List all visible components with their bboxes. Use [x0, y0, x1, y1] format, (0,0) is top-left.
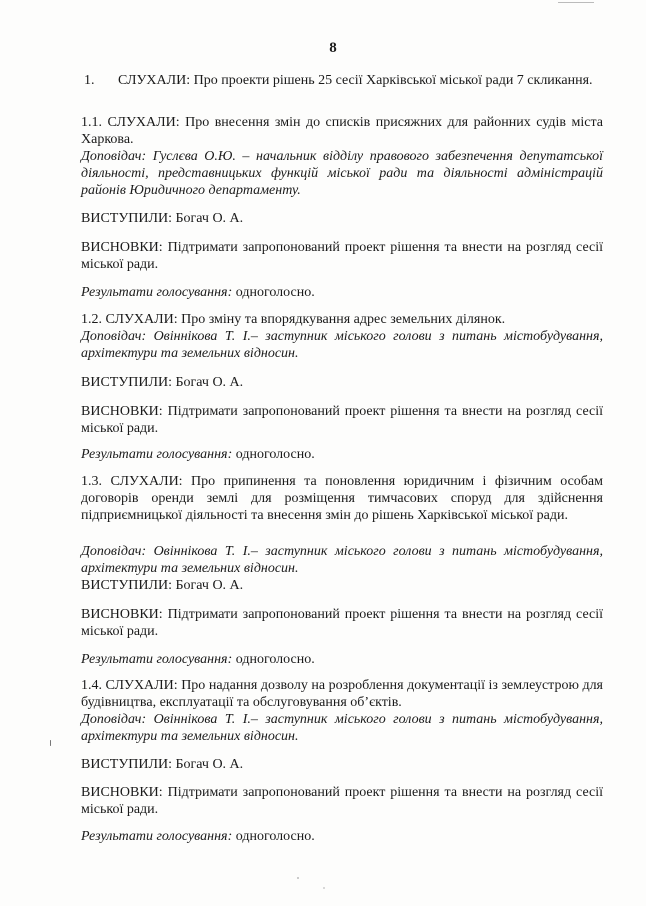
section-1-1-speaker — [81, 148, 603, 199]
scan-speck — [50, 740, 51, 746]
vote-label: Результати голосування: — [81, 447, 233, 462]
section-1-1-vote — [81, 284, 603, 301]
speaker-text: Овіннікова Т. І.– заступник міського голови з питань містобудування, архітектури та земельних відносин. — [81, 544, 603, 576]
section-1-3-heard: 1.3. СЛУХАЛИ: Про припинення та поновлення юридичним і фізичним особам договорів оренди землі для розміщення тимчасових споруд для здійснення підприємницької діяльності та внесення змін до рішень Харківської міської ради. — [81, 474, 603, 523]
vote-value: одноголосно. — [235, 447, 315, 462]
section-1-1-spoke: ВИСТУПИЛИ: Богач О. А. — [81, 211, 244, 226]
section-1-3-vote — [81, 651, 603, 668]
section-1-2-heard: 1.2. СЛУХАЛИ: Про зміну та впорядкування адрес земельних ділянок. — [81, 312, 506, 327]
speaker-text: Овіннікова Т. І.– заступник міського голови з питань містобудування, архітектури та земельних відносин. — [81, 329, 603, 361]
vote-value: одноголосно. — [235, 652, 315, 667]
speaker-text: Гуслєва О.Ю. – начальник відділу правового забезпечення депутатської діяльності, представницьких функцій міської ради та діяльності адміністрацій районів Юридичного департаменту. — [81, 149, 604, 198]
item-1 — [84, 72, 604, 89]
item-1-number: 1. — [84, 73, 95, 88]
section-1-1-conclusion: ВИСНОВКИ: Підтримати запропонований проект рішення та внести на розгляд сесії міської ради. — [81, 240, 603, 272]
scan-artifact — [558, 2, 594, 3]
section-1-4-speaker — [81, 711, 603, 745]
speaker-text: Овіннікова Т. І.– заступник міського голови з питань містобудування, архітектури та земельних відносин. — [81, 712, 603, 744]
section-1-4-spoke: ВИСТУПИЛИ: Богач О. А. — [81, 757, 244, 772]
speaker-label: Доповідач: — [81, 712, 147, 727]
section-1-3-conclusion: ВИСНОВКИ: Підтримати запропонований проект рішення та внести на розгляд сесії міської ради. — [81, 607, 603, 639]
speaker-label: Доповідач: — [81, 329, 147, 344]
scan-speck — [323, 887, 325, 889]
section-1-2-conclusion: ВИСНОВКИ: Підтримати запропонований проект рішення та внести на розгляд сесії міської ради. — [81, 404, 603, 436]
vote-label: Результати голосування: — [81, 652, 233, 667]
speaker-label: Доповідач: — [81, 544, 147, 559]
section-1-2-vote — [81, 446, 603, 463]
vote-label: Результати голосування: — [81, 829, 233, 844]
section-1-3-speaker — [81, 543, 603, 577]
section-1-4-conclusion: ВИСНОВКИ: Підтримати запропонований проект рішення та внести на розгляд сесії міської ради. — [81, 785, 603, 817]
speaker-label: Доповідач: — [81, 149, 147, 164]
section-1-4-vote — [81, 828, 603, 845]
item-1-text: СЛУХАЛИ: Про проекти рішень 25 сесії Харківської міської ради 7 скликання. — [118, 73, 593, 88]
vote-label: Результати голосування: — [81, 285, 233, 300]
section-1-2-speaker — [81, 328, 603, 362]
scan-speck — [297, 877, 299, 879]
page-number: 8 — [329, 40, 337, 56]
vote-value: одноголосно. — [235, 285, 315, 300]
section-1-2-spoke: ВИСТУПИЛИ: Богач О. А. — [81, 375, 244, 390]
section-1-1-heard: 1.1. СЛУХАЛИ: Про внесення змін до списків присяжних для районних судів міста Харкова. — [81, 115, 603, 147]
section-1-4-heard: 1.4. СЛУХАЛИ: Про надання дозволу на розроблення документації із землеустрою для будівництва, експлуатації та обслуговування об’єктів. — [81, 678, 603, 710]
section-1-3-spoke: ВИСТУПИЛИ: Богач О. А. — [81, 578, 244, 593]
vote-value: одноголосно. — [235, 829, 315, 844]
